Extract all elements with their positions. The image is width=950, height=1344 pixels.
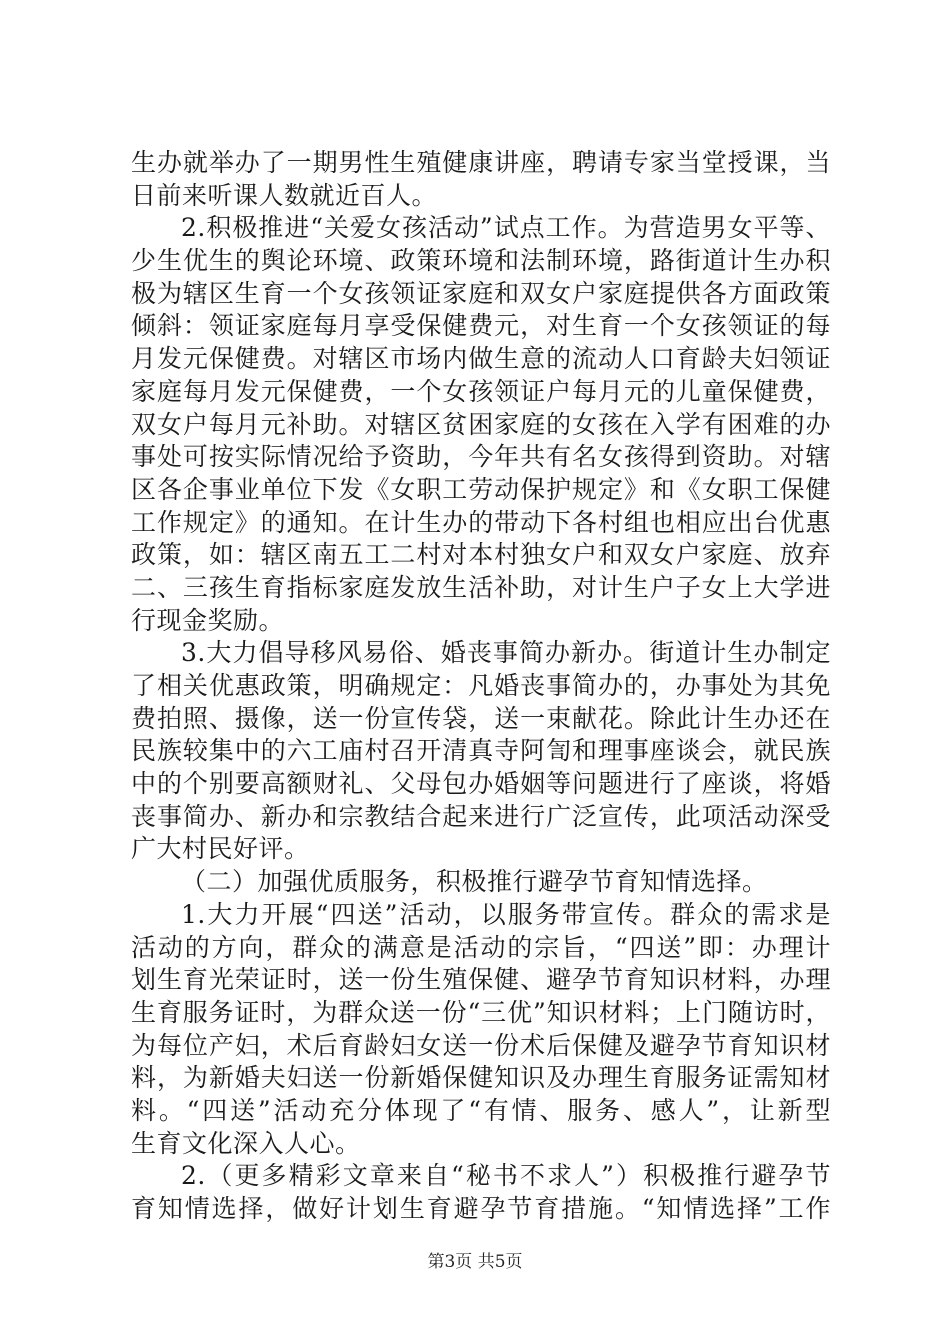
text-line: 二、三孩生育指标家庭发放生活补助，对计生户子女上大学进	[131, 572, 831, 602]
text-line: 2.积极推进“关爱女孩活动”试点工作。为营造男女平等、	[181, 213, 831, 243]
text-line: 活动的方向，群众的满意是活动的宗旨，“四送”即：办理计	[131, 932, 831, 962]
text-line: 家庭每月发元保健费，一个女孩领证户每月元的儿童保健费，	[131, 376, 831, 406]
text-line: 极为辖区生育一个女孩领证家庭和双女户家庭提供各方面政策	[131, 278, 831, 308]
text-line: 月发元保健费。对辖区市场内做生意的流动人口育龄夫妇领证	[131, 344, 831, 374]
text-line: 料。“四送”活动充分体现了“有情、服务、感人”，让新型	[131, 1095, 831, 1125]
text-line: 生育文化深入人心。	[131, 1128, 361, 1158]
text-line: 区各企事业单位下发《女职工劳动保护规定》和《女职工保健	[131, 474, 831, 504]
document-body	[131, 147, 831, 1226]
text-line: 生育服务证时，为群众送一份“三优”知识材料；上门随访时，	[131, 997, 831, 1027]
text-line: 3.大力倡导移风易俗、婚丧事简办新办。街道计生办制定	[181, 638, 831, 668]
text-line: 1.大力开展“四送”活动，以服务带宣传。群众的需求是	[181, 899, 831, 929]
text-line: 少生优生的舆论环境、政策环境和法制环境，路街道计生办积	[131, 246, 831, 276]
text-line: 为每位产妇，术后育龄妇女送一份术后保健及避孕节育知识材	[131, 1030, 831, 1060]
text-line: 中的个别要高额财礼、父母包办婚姻等问题进行了座谈，将婚	[131, 769, 831, 799]
text-line: 育知情选择，做好计划生育避孕节育措施。“知情选择”工作	[131, 1194, 831, 1223]
text-line: 工作规定》的通知。在计生办的带动下各村组也相应出台优惠	[131, 507, 831, 537]
text-line: 事处可按实际情况给予资助，今年共有名女孩得到资助。对辖	[131, 442, 831, 472]
text-line: 2.（更多精彩文章来自“秘书不求人”）积极推行避孕节	[181, 1161, 831, 1191]
page-number-footer: 第3页 共5页	[427, 1252, 523, 1272]
text-line: 政策，如：辖区南五工二村对本村独女户和双女户家庭、放弃	[131, 540, 831, 570]
text-line: 广大村民好评。	[131, 834, 310, 864]
text-line: 划生育光荣证时，送一份生殖保健、避孕节育知识材料，办理	[131, 965, 831, 995]
text-line: 行现金奖励。	[131, 605, 285, 635]
text-line: 倾斜：领证家庭每月享受保健费元，对生育一个女孩领证的每	[131, 311, 831, 341]
text-line: 双女户每月元补助。对辖区贫困家庭的女孩在入学有困难的办	[131, 409, 831, 439]
text-line: 民族较集中的六工庙村召开清真寺阿訇和理事座谈会，就民族	[131, 736, 831, 766]
section-heading: （二）加强优质服务，积极推行避孕节育知情选择。	[181, 867, 768, 897]
text-line: 费拍照、摄像，送一份宣传袋，送一束献花。除此计生办还在	[131, 703, 831, 733]
text-line: 日前来听课人数就近百人。	[131, 180, 438, 210]
text-line: 了相关优惠政策，明确规定：凡婚丧事简办的，办事处为其免	[131, 671, 831, 700]
text-line: 丧事简办、新办和宗教结合起来进行广泛宣传，此项活动深受	[131, 801, 831, 831]
text-line: 料，为新婚夫妇送一份新婚保健知识及办理生育服务证需知材	[131, 1063, 831, 1093]
text-line: 生办就举办了一期男性生殖健康讲座，聘请专家当堂授课，当	[131, 148, 831, 177]
